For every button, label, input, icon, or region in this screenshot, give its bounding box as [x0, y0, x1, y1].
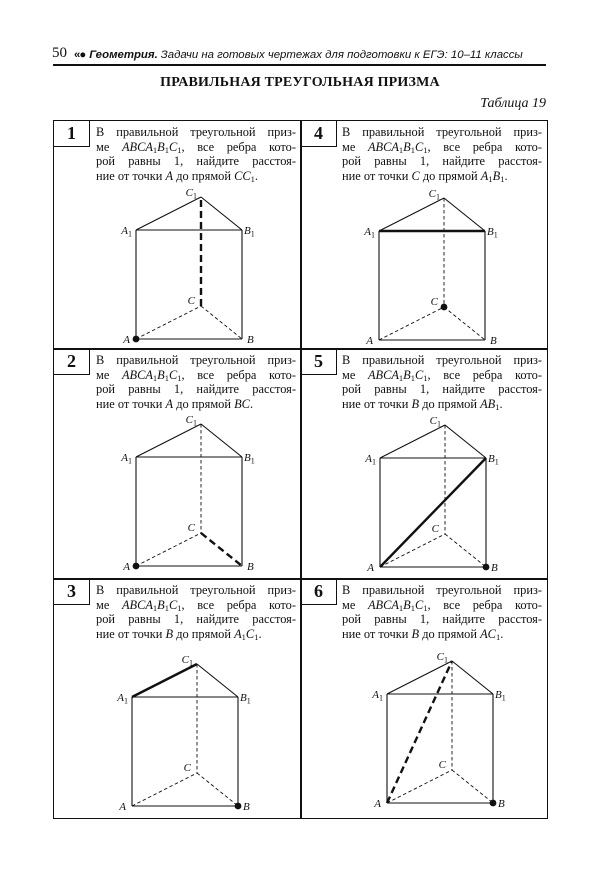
math-expression: $A_1B_1$: [480, 168, 505, 184]
statement-line: ние от точки B до прямой $AB_1$.: [342, 396, 503, 412]
prism-diagram: [301, 349, 548, 580]
hidden-edge-A-C: [380, 534, 445, 567]
math-expression: B: [165, 626, 174, 641]
math-expression: $ABCA_1B_1C_1$: [367, 139, 428, 155]
hidden-edge-A-C: [136, 533, 201, 566]
vertex-label-C1: $C_1$: [429, 415, 441, 429]
edge-C1-B1: [201, 424, 242, 457]
hidden-edge-C-B: [452, 770, 493, 803]
hidden-edge-A-C: [387, 770, 452, 803]
page-title: ПРАВИЛЬНАЯ ТРЕУГОЛЬНАЯ ПРИЗМА: [160, 75, 440, 90]
vertex-label-A: A: [374, 798, 381, 810]
vertex-label-B: B: [491, 562, 498, 574]
problem-number: 1: [53, 120, 90, 147]
vertex-label-A: A: [123, 561, 130, 573]
math-expression: A: [165, 396, 174, 411]
statement-line: рой равны 1, найдите расстоя-: [342, 612, 542, 627]
prism-diagram: [301, 579, 548, 819]
hidden-edge-A-C: [136, 306, 201, 339]
statement-line: ме $ABCA_1B_1C_1$, все ребра кото-: [96, 367, 296, 383]
vertex-label-B1: $B_1$: [244, 452, 255, 466]
prism-diagram: [54, 579, 302, 819]
vertex-label-B1: $B_1$: [240, 692, 251, 706]
vertex-label-B1: $B_1$: [487, 226, 498, 240]
edge-A1-C1: [136, 424, 201, 457]
statement-line: В правильной треугольной приз-: [96, 125, 296, 139]
vertex-label-A: A: [123, 334, 130, 346]
book-title: Геометрия.: [89, 49, 158, 61]
running-header: [74, 49, 523, 61]
edge-C1-B1: [444, 198, 485, 231]
marked-point: [235, 803, 242, 810]
vertex-label-C1: $C_1$: [181, 654, 193, 668]
edge-C1-B1: [201, 197, 242, 230]
problem-cell: [53, 578, 302, 819]
marked-point: [133, 336, 140, 343]
math-expression: C: [411, 168, 420, 183]
vertex-label-B1: $B_1$: [244, 225, 255, 239]
problem-number: 6: [300, 578, 337, 605]
statement-line: В правильной треугольной приз-: [342, 583, 542, 597]
problem-cell: [53, 120, 302, 350]
problem-number: 2: [53, 348, 90, 375]
statement-line: В правильной треугольной приз-: [96, 583, 296, 597]
page-number: 50: [52, 45, 67, 61]
edge-A1-C1: [136, 197, 201, 230]
problem-cell: [53, 348, 302, 580]
prism-diagram: [54, 349, 302, 580]
edge-C1-B1: [445, 425, 486, 458]
vertex-label-A1: $A_1$: [364, 226, 375, 240]
problem-number: 5: [300, 348, 337, 375]
math-expression: $A_1C_1$: [234, 626, 259, 642]
statement-line: В правильной треугольной приз-: [342, 125, 542, 139]
statement-line: рой равны 1, найдите расстоя-: [96, 612, 296, 627]
math-expression: A: [165, 168, 174, 183]
prism-diagram: [301, 121, 548, 350]
hidden-edge-C-B: [201, 306, 242, 339]
problem-number: 4: [300, 120, 337, 147]
statement-line: ме $ABCA_1B_1C_1$, все ребра кото-: [342, 367, 542, 383]
problem-cell: [300, 120, 548, 350]
edge-C1-B1: [452, 661, 493, 694]
vertex-label-B: B: [490, 335, 497, 347]
math-expression: B: [411, 626, 420, 641]
hidden-edge-C-B: [444, 307, 485, 340]
vertex-label-C: C: [431, 523, 439, 535]
math-expression: $CC_1$: [234, 168, 255, 184]
table-label: Таблица 19: [480, 96, 546, 111]
statement-line: рой равны 1, найдите расстоя-: [342, 154, 542, 169]
vertex-label-C1: $C_1$: [436, 651, 448, 665]
vertex-label-B: B: [247, 334, 254, 346]
vertex-label-C: C: [183, 762, 191, 774]
vertex-label-C: C: [430, 296, 438, 308]
statement-line: рой равны 1, найдите расстоя-: [342, 382, 542, 397]
vertex-label-C: C: [438, 759, 446, 771]
math-expression: $ABCA_1B_1C_1$: [121, 139, 182, 155]
hidden-edge-C-B: [197, 773, 238, 806]
prism-diagram: [54, 121, 302, 350]
problem-cell: [300, 348, 548, 580]
vertex-label-C1: $C_1$: [428, 188, 440, 202]
marked-point: [490, 800, 497, 807]
marked-point: [483, 564, 490, 571]
vertex-label-B1: $B_1$: [488, 453, 499, 467]
vertex-label-C: C: [187, 522, 195, 534]
math-expression: $ABCA_1B_1C_1$: [121, 367, 182, 383]
vertex-label-A1: $A_1$: [121, 452, 132, 466]
math-expression: $ABCA_1B_1C_1$: [121, 597, 182, 613]
highlighted-segment: [201, 533, 242, 566]
statement-line: ме $ABCA_1B_1C_1$, все ребра кото-: [342, 139, 542, 155]
statement-line: В правильной треугольной приз-: [342, 353, 542, 367]
problem-cell: [300, 578, 548, 819]
vertex-label-C: C: [187, 295, 195, 307]
math-expression: $ABCA_1B_1C_1$: [367, 597, 428, 613]
statement-line: рой равны 1, найдите расстоя-: [96, 382, 296, 397]
problem-number: 3: [53, 578, 90, 605]
statement-line: ние от точки B до прямой $A_1C_1$.: [96, 626, 262, 642]
statement-line: ме $ABCA_1B_1C_1$, все ребра кото-: [96, 139, 296, 155]
hidden-edge-A-C: [379, 307, 444, 340]
vertex-label-A: A: [119, 801, 126, 813]
statement-line: ние от точки C до прямой $A_1B_1$.: [342, 168, 508, 184]
edge-A1-C1: [379, 198, 444, 231]
statement-line: ние от точки B до прямой $AC_1$.: [342, 626, 504, 642]
vertex-label-B: B: [498, 798, 505, 810]
hidden-edge-A-C: [132, 773, 197, 806]
vertex-label-B: B: [243, 801, 250, 813]
vertex-label-A1: $A_1$: [121, 225, 132, 239]
math-expression: BC: [234, 396, 250, 411]
statement-line: рой равны 1, найдите расстоя-: [96, 154, 296, 169]
vertex-label-A: A: [366, 335, 373, 347]
math-expression: B: [411, 396, 420, 411]
vertex-label-C1: $C_1$: [185, 414, 197, 428]
highlighted-segment: [387, 661, 452, 803]
math-expression: $ABCA_1B_1C_1$: [367, 367, 428, 383]
vertex-label-B1: $B_1$: [495, 689, 506, 703]
marked-point: [133, 563, 140, 570]
header-rule: [53, 64, 546, 66]
statement-line: ние от точки A до прямой $CC_1$.: [96, 168, 258, 184]
statement-line: ме $ABCA_1B_1C_1$, все ребра кото-: [96, 597, 296, 613]
statement-line: ме $ABCA_1B_1C_1$, все ребра кото-: [342, 597, 542, 613]
vertex-label-A1: $A_1$: [117, 692, 128, 706]
math-expression: $AB_1$: [480, 396, 500, 412]
vertex-label-A1: $A_1$: [365, 453, 376, 467]
vertex-label-C1: $C_1$: [185, 187, 197, 201]
edge-C1-B1: [197, 664, 238, 697]
vertex-label-B: B: [247, 561, 254, 573]
ornament-icon: «●: [74, 49, 86, 61]
statement-line: В правильной треугольной приз-: [96, 353, 296, 367]
marked-point: [441, 304, 448, 311]
math-expression: $AC_1$: [480, 626, 501, 642]
hidden-edge-C-B: [445, 534, 486, 567]
edge-A1-C1: [380, 425, 445, 458]
highlighted-segment: [380, 458, 486, 567]
book-subtitle: Задачи на готовых чертежах для подготовки к ЕГЭ: 10–11 классы: [160, 49, 523, 61]
statement-line: ние от точки A до прямой BC.: [96, 396, 254, 411]
edge-A1-C1: [387, 661, 452, 694]
highlighted-segment: [132, 664, 197, 697]
vertex-label-A: A: [367, 562, 374, 574]
vertex-label-A1: $A_1$: [372, 689, 383, 703]
